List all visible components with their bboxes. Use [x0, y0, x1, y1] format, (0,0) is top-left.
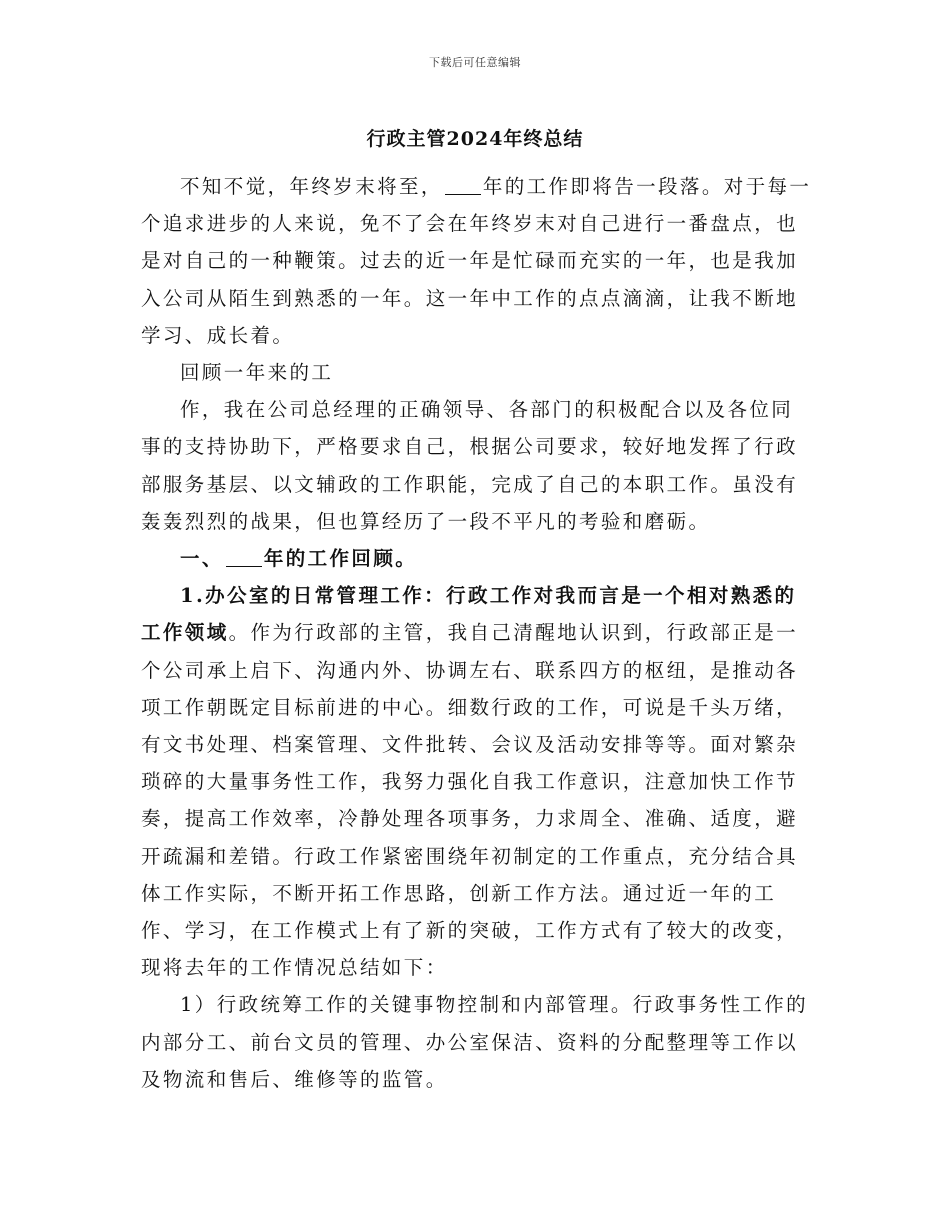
paragraph-office-management [141, 577, 813, 986]
paragraph-office-management-lead: 1.办公室的日常管理工作：行政工作对我而言是一个相对熟悉的工作领域 [141, 584, 797, 645]
paragraph-intro [141, 168, 813, 354]
paragraph-review: 作，我在公司总经理的正确领导、各部门的积极配合以及各位同事的支持协助下，严格要求自己，根据公司要求，较好地发挥了行政部服务基层、以文辅政的工作职能，完成了自己的本职工作。虽没有轰轰烈烈的战果，但也算经历了一段不平凡的考验和磨砺。 [141, 398, 799, 533]
header-note: 下载后可任意编辑 [429, 56, 521, 69]
document-title: 行政主管2024年终总结 [366, 128, 584, 150]
section-heading-1-text: 年的工作回顾。 [263, 547, 418, 571]
paragraph-admin-coordination: 1）行政统筹工作的关键事物控制和内部管理。行政事务性工作的内部分工、前台文员的管理、办公室保洁、资料的分配整理等工作以及物流和售后、维修等的监管。 [141, 993, 809, 1091]
paragraph-office-management-body: 。作为行政部的主管，我自己清醒地认识到，行政部正是一个公司承上启下、沟通内外、协调左右、联系四方的枢纽，是推动各项工作朝既定目标前进的中心。细数行政的工作，可说是千头万绪，有文书处理、档案管理、文件批转、会议及活动安排等等。面对繁杂琐碎的大量事务性工作，我努力强化自我工作意识，注意加快工作节奏，提高工作效率，冷静处理各项事务，力求周全、准确、适度，避开疏漏和差错。行政工作紧密围绕年初制定的工作重点，充分结合具体工作实际，不断开拓工作思路，创新工作方法。通过近一年的工作、学习，在工作模式上有了新的突破，工作方式有了较大的改变，现将去年的工作情况总结如下： [141, 621, 799, 980]
section-heading-1 [141, 540, 813, 577]
section-heading-1-prefix: 一、 [180, 547, 224, 571]
paragraph-intro-start: 不知不觉，年终岁末将至， [180, 175, 443, 198]
blank-year-underline [445, 175, 481, 196]
paragraph-review-heading: 回顾一年来的工 [180, 361, 334, 385]
document-body [141, 168, 813, 1098]
blank-year-underline-2 [226, 547, 262, 568]
paragraph-intro-rest: 年的工作即将告一段落。对于每一个追求进步的人来说，免不了会在年终岁末对自己进行一番盘点，也是对自己的一种鞭策。过去的近一年是忙碌而充实的一年，也是我加入公司从陌生到熟悉的一年。这一年中工作的点点滴滴，让我不断地学习、成长着。 [141, 175, 812, 347]
